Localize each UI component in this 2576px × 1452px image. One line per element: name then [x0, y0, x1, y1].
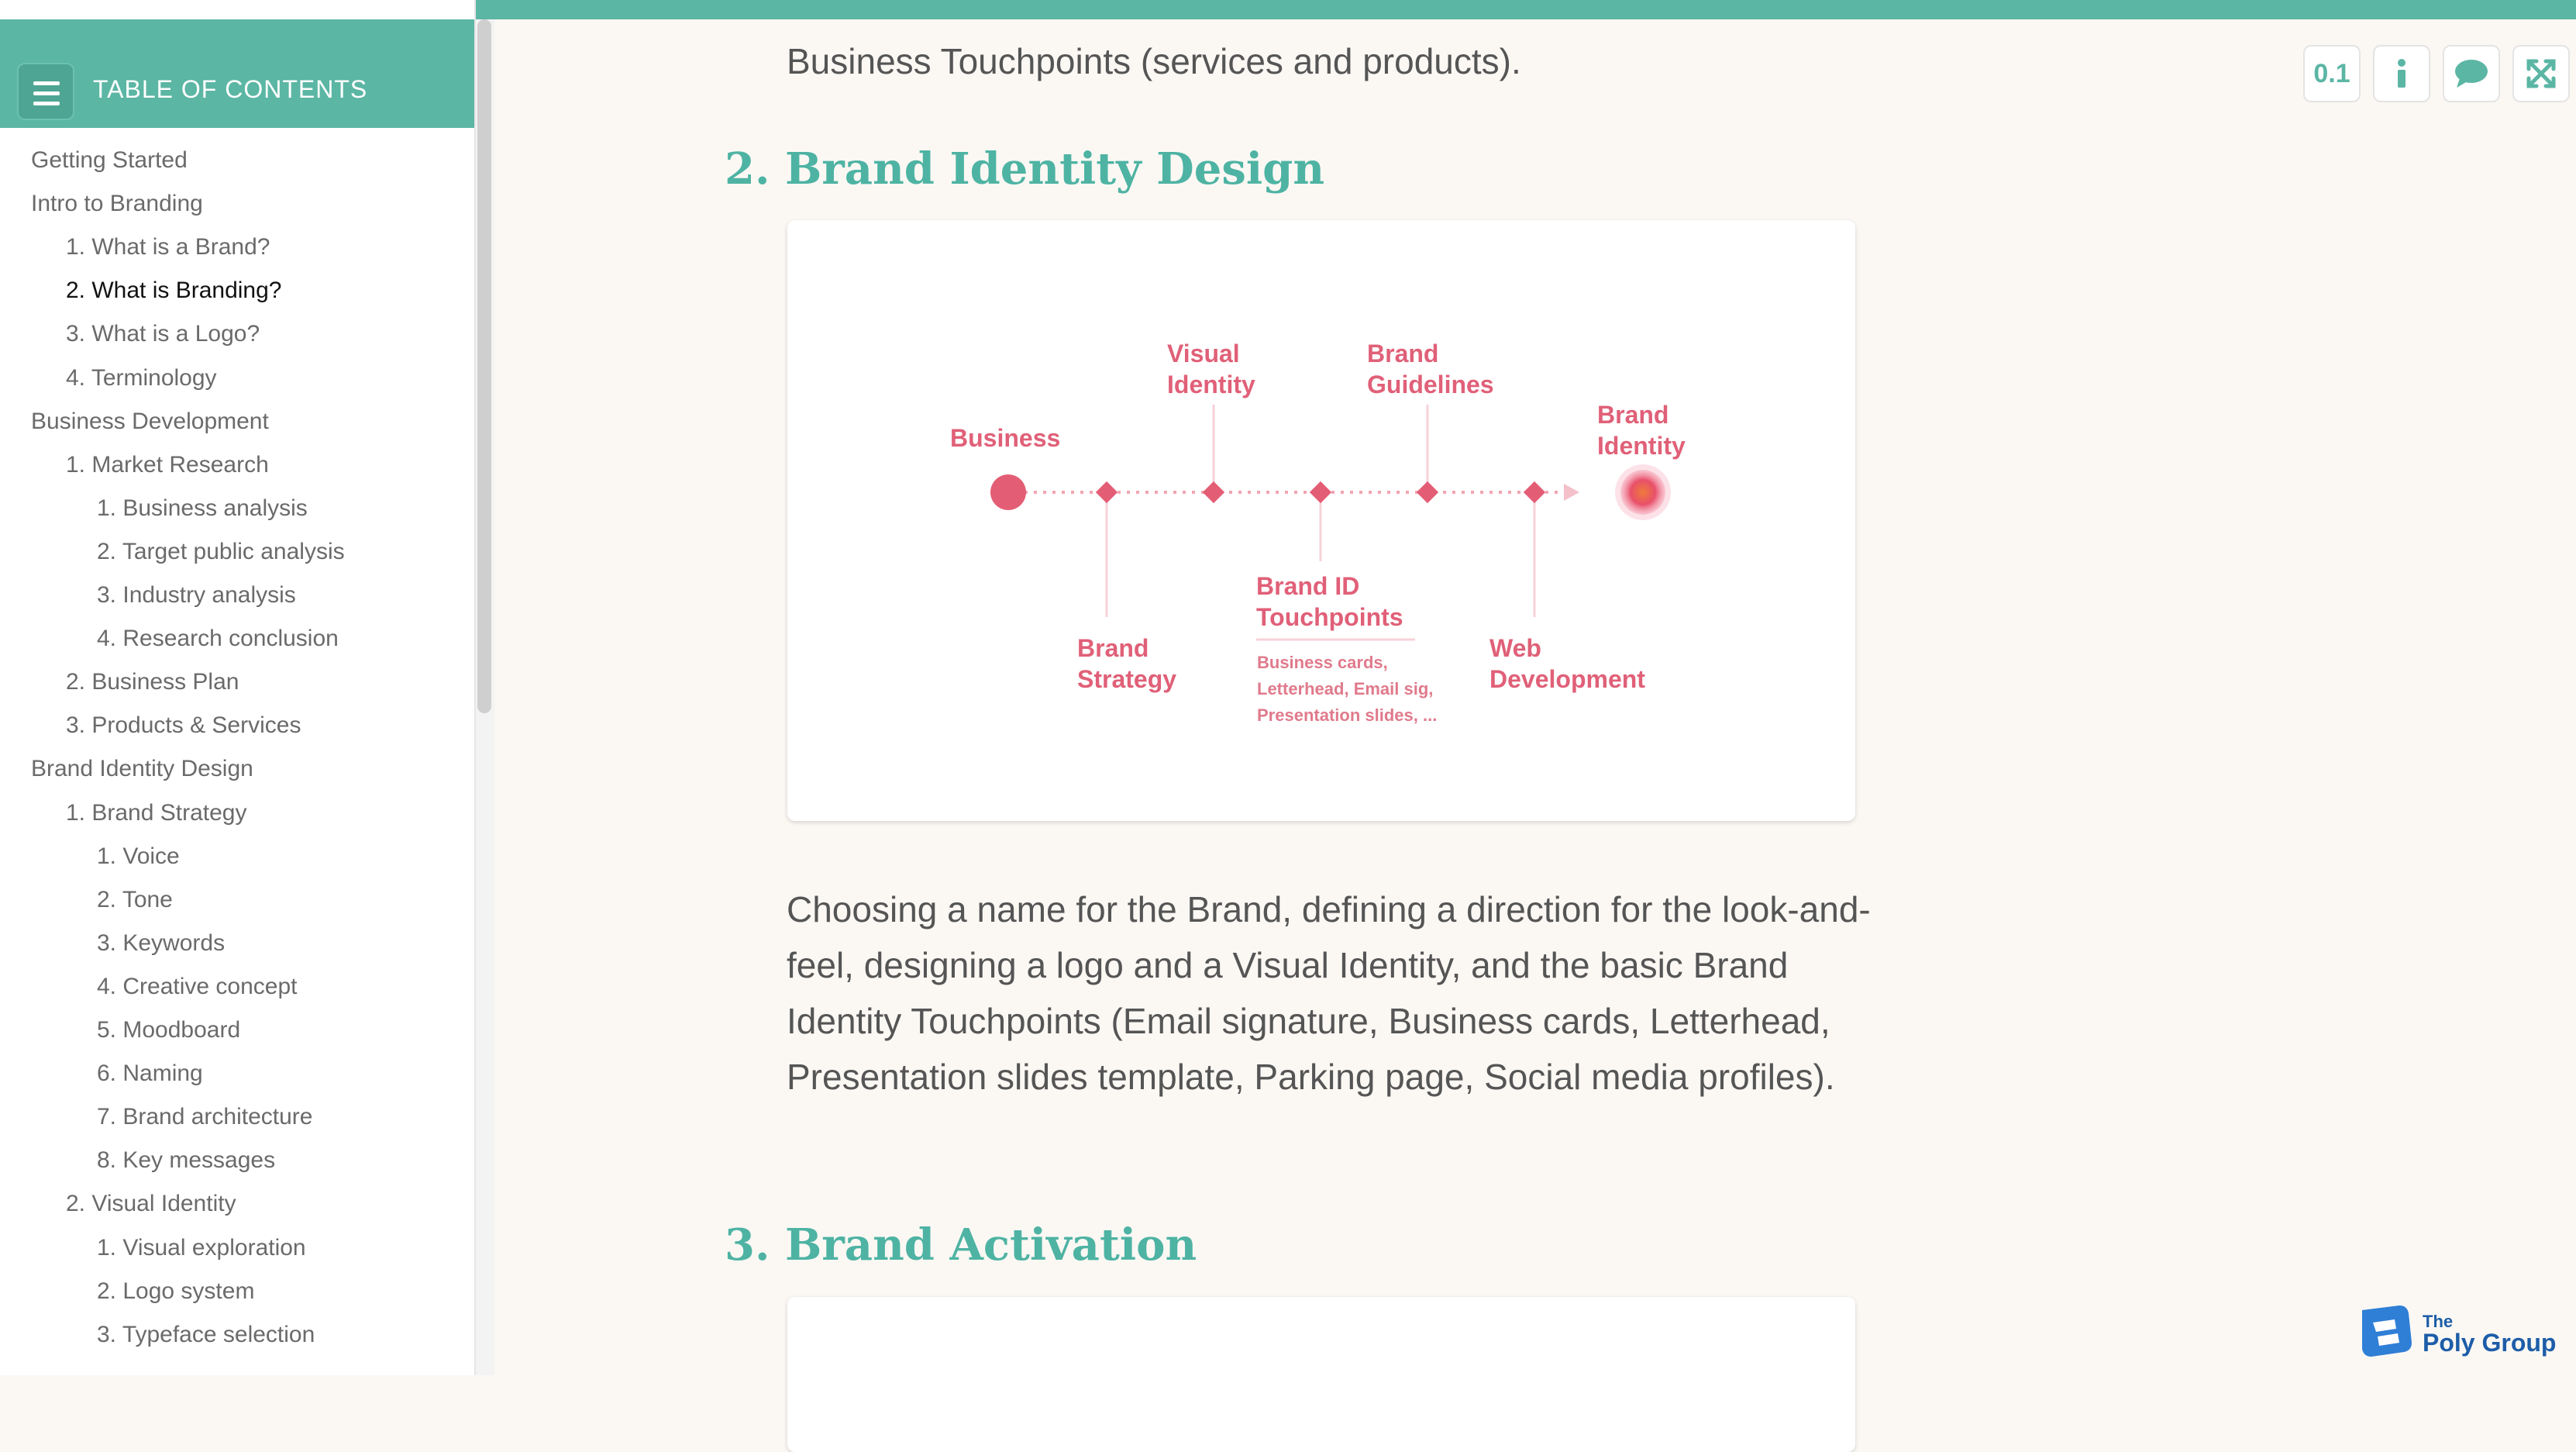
- toc-item[interactable]: 3. What is a Logo?: [66, 321, 260, 347]
- label-web-development-line1: Web: [1489, 634, 1541, 662]
- toc-item[interactable]: 1. Brand Strategy: [66, 799, 247, 826]
- toc-item[interactable]: 4. Research conclusion: [97, 626, 339, 652]
- brand-identity-process-diagram: [787, 220, 1855, 821]
- touchpoints-detail-1: Business cards,: [1257, 653, 1388, 672]
- toc-item[interactable]: Brand Identity Design: [31, 756, 253, 782]
- section-title-brand-identity-design: 2. Brand Identity Design: [725, 143, 1325, 195]
- logo-text-name: Poly Group: [2423, 1329, 2557, 1357]
- table-of-contents-sidebar: [0, 0, 476, 1375]
- toc-item[interactable]: 5. Moodboard: [97, 1017, 241, 1043]
- label-brand-id-touchpoints-line2: Touchpoints: [1256, 603, 1403, 631]
- label-web-development-line2: Development: [1489, 665, 1645, 693]
- label-brand-identity-line1: Brand: [1597, 401, 1669, 429]
- toc-item[interactable]: 2. Visual Identity: [66, 1191, 236, 1217]
- toc-header: [0, 19, 474, 128]
- comment-icon[interactable]: [2443, 45, 2500, 102]
- label-brand-identity-line2: Identity: [1597, 432, 1686, 460]
- toc-item[interactable]: 2. Target public analysis: [97, 538, 345, 564]
- toc-item[interactable]: Intro to Branding: [31, 191, 203, 217]
- toc-item[interactable]: 4. Terminology: [66, 364, 217, 391]
- toc-item[interactable]: 8. Key messages: [97, 1147, 276, 1174]
- toc-item[interactable]: 3. Typeface selection: [97, 1321, 315, 1347]
- label-visual-identity-line1: Visual: [1167, 340, 1240, 367]
- label-brand-id-touchpoints-line1: Brand ID: [1256, 572, 1360, 600]
- touchpoints-detail-2: Letterhead, Email sig,: [1257, 679, 1434, 698]
- label-visual-identity-line2: Identity: [1167, 371, 1255, 398]
- fullscreen-icon[interactable]: [2512, 45, 2570, 102]
- hamburger-menu-icon[interactable]: [17, 63, 74, 120]
- step-diamond-visual-identity: [1203, 481, 1224, 503]
- toc-item[interactable]: 1. Market Research: [66, 451, 269, 478]
- toc-item[interactable]: 3. Products & Services: [66, 712, 301, 739]
- toc-item[interactable]: 3. Keywords: [97, 929, 226, 956]
- step-diamond-web-development: [1524, 481, 1545, 503]
- end-node-circle: [1620, 470, 1665, 515]
- label-business: Business: [950, 424, 1061, 452]
- poly-group-logo[interactable]: [2356, 1302, 2565, 1364]
- logo-text-the: The: [2423, 1312, 2454, 1331]
- label-brand-strategy-line2: Strategy: [1077, 665, 1177, 693]
- toc-item[interactable]: 2. Business Plan: [66, 669, 239, 695]
- toc-item[interactable]: 2. Logo system: [97, 1278, 255, 1304]
- toc-item[interactable]: 1. Voice: [97, 843, 180, 869]
- label-brand-strategy-line1: Brand: [1077, 634, 1149, 662]
- main-content: [496, 19, 2576, 1375]
- toc-item[interactable]: Getting Started: [31, 147, 188, 173]
- brand-activation-diagram-card: [787, 1297, 1855, 1452]
- toc-item[interactable]: 1. What is a Brand?: [66, 234, 270, 260]
- toc-scrollbar-thumb[interactable]: [477, 19, 491, 713]
- timeline-arrow-icon: [1564, 484, 1579, 501]
- section-title-brand-activation: 3. Brand Activation: [725, 1219, 1197, 1271]
- toc-item[interactable]: 4. Creative concept: [97, 973, 298, 999]
- toc-item[interactable]: 2. What is Branding?: [66, 278, 282, 304]
- poly-group-logo-icon: [2356, 1302, 2415, 1361]
- toc-item[interactable]: 3. Industry analysis: [97, 582, 296, 608]
- toc-title: TABLE OF CONTENTS: [93, 75, 368, 103]
- step-diamond-brand-id-touchpoints: [1310, 481, 1331, 503]
- toc-item[interactable]: 1. Visual exploration: [97, 1234, 306, 1261]
- touchpoints-detail-3: Presentation slides, ...: [1257, 705, 1438, 725]
- toc-item[interactable]: 6. Naming: [97, 1061, 203, 1087]
- brand-identity-diagram-card: [787, 220, 1855, 821]
- toc-item[interactable]: 2. Tone: [97, 886, 173, 912]
- info-icon[interactable]: [2373, 45, 2430, 102]
- step-diamond-brand-guidelines: [1417, 481, 1438, 503]
- toc-item[interactable]: Business Development: [31, 408, 269, 434]
- intro-paragraph-end: Business Touchpoints (services and products).: [787, 41, 1521, 81]
- label-brand-guidelines-line1: Brand: [1367, 340, 1439, 367]
- version-button[interactable]: 0.1: [2303, 45, 2361, 102]
- step-diamond-brand-strategy: [1096, 481, 1118, 503]
- start-node-circle: [990, 474, 1026, 510]
- toc-item[interactable]: 7. Brand architecture: [97, 1104, 313, 1130]
- toc-item[interactable]: 1. Business analysis: [97, 495, 308, 521]
- section2-paragraph: Choosing a name for the Brand, defining a direction for the look-and-feel, designing a logo and a Visual Identity, and the basic Brand Identity Touchpoints (Email signature, Business cards, Letterhead, Presentation slides template, Parking page, Social media profiles).: [787, 889, 1871, 1097]
- label-brand-guidelines-line2: Guidelines: [1367, 371, 1494, 398]
